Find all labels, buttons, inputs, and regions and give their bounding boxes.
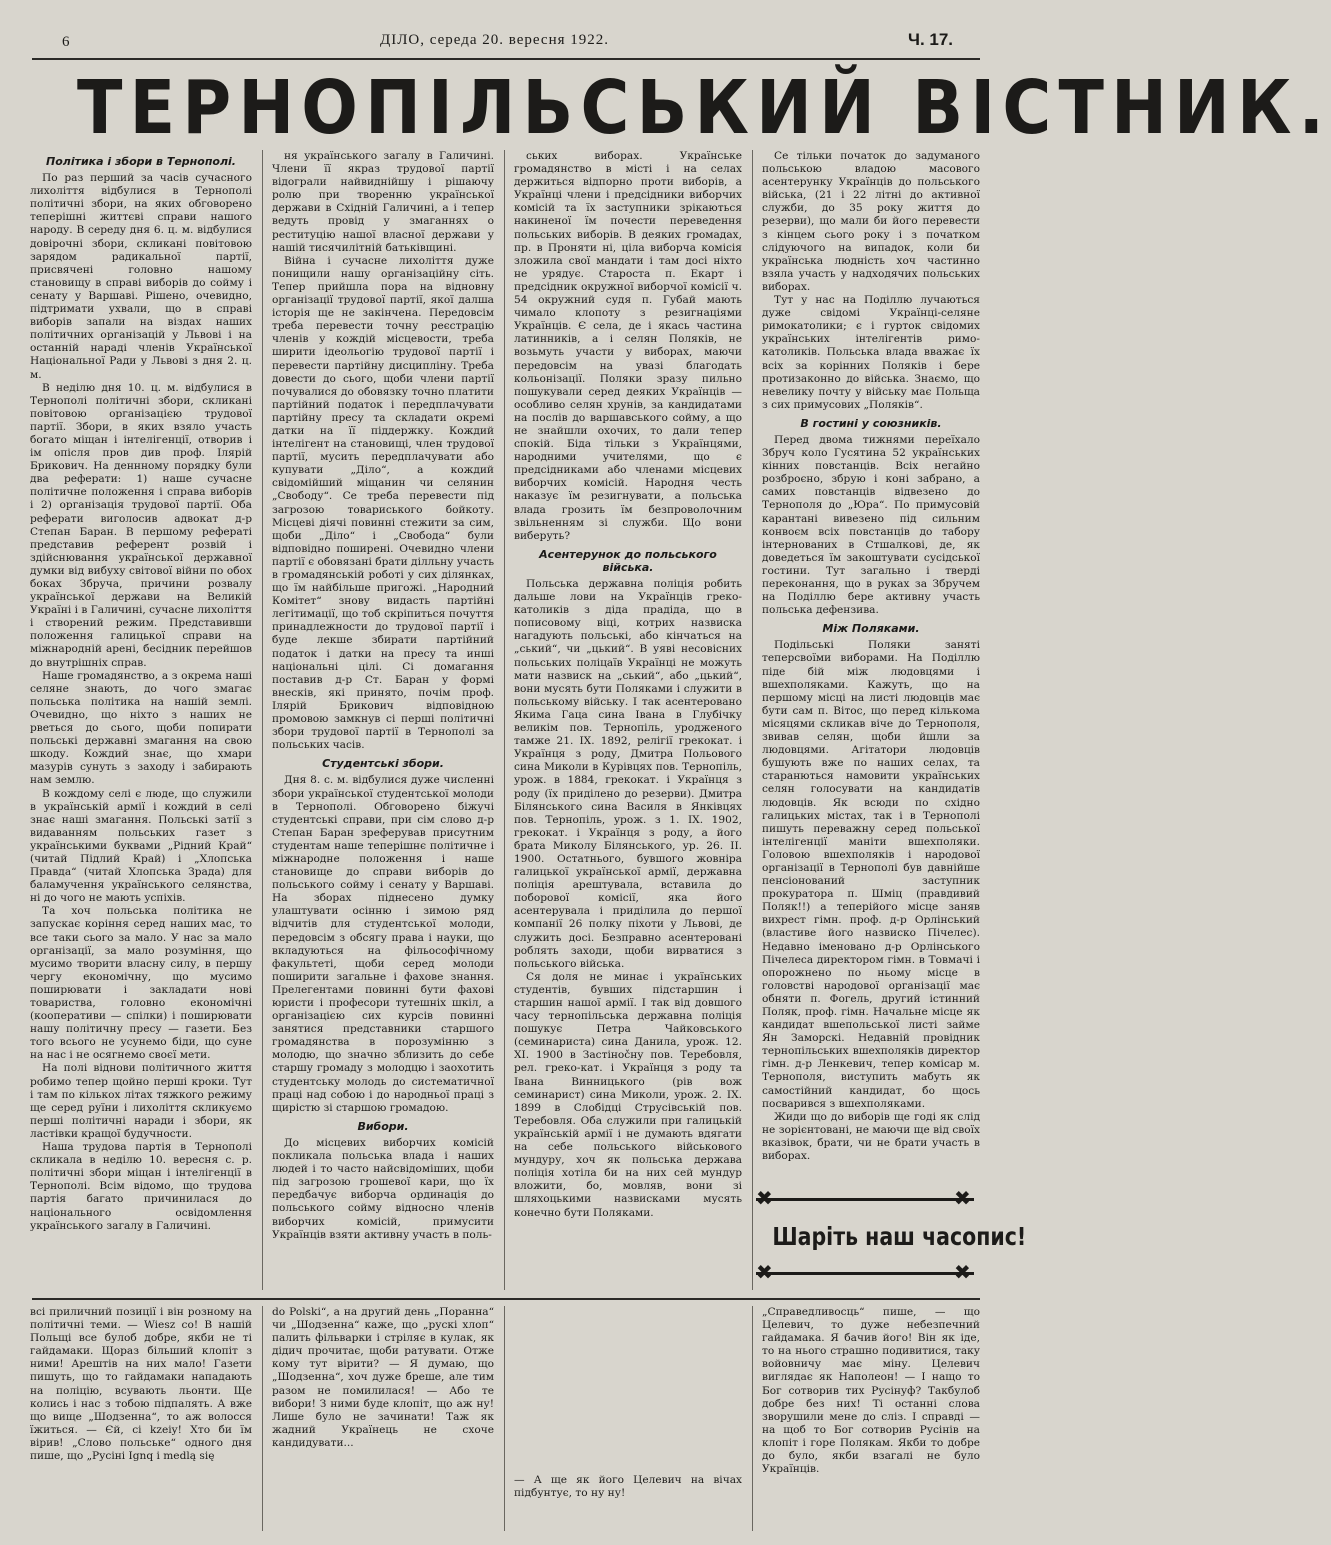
article-heading: Вибори.: [357, 1119, 409, 1133]
article-paragraph: Тут у нас на Поділлю лучаються дуже свідомі Українці-селяне римокатолики; є і гурток свідомих українських інтелігентів римо-католиків. Польська влада вважає їх всіх за корінних Поляків і бере протизаконно до війська. Знаємо, що невелику почту у війську має Польща з сих примусових „Поляків“.: [762, 294, 980, 411]
page-number: 6: [62, 34, 70, 50]
column-divider: [752, 1306, 753, 1531]
article-heading: Між Поляками.: [822, 622, 920, 636]
column-3: [514, 150, 742, 1290]
slogan-text: Шаріть наш часопис!: [772, 1222, 1027, 1251]
column-divider: [504, 1306, 505, 1531]
article-heading: Політика і збори в Тернополі.: [46, 155, 236, 168]
bottom-feuilleton: [30, 1306, 980, 1536]
article-paragraph: ських виборах. Українське громадянство в місті і на селах держиться відпорно проти виборів, а Українці члени і предсідники виборчих комісій та їх заступники зрікаються накиненої їм почести переведення польських виборів. В деяких громадах, пр. в Проняти ні, ціла виборча комісія зложила свої мандати і там досі ніхто не урядує. Староста п. Екарт і предсідник окружної виборчої комісії ч. 54 окружний судя п. Губай мають чимало клопоту з резигнаціями Українців. Є села, де і якась частина латинників, а і селян Поляків, не возьмуть участи у виборах, маючи передовсім на увазі благодать кольонізації. Поляки зразу пильно пошукували серед деяких Українців — особливо селян хрунів, за кандидатами на послів до варшавського сойму, а що не знайшли охочих, то дали тепер спокій. Біда тільки з Українцями, народними учителями, що є предсідниками або членами місцевих виборчих комісій. Народня честь наказує їм резигнувати, а польська влада грозить їм безпроволочним звільненням зі служби. Що вони виберуть?: [514, 150, 742, 542]
bottom-column-2: do Polski“, а на другий день „Поранна“ чи „Шодзенна“ каже, що „рускі хлоп“ палить фільварки і стріляє в кулак, як дідич прочитає, щоби ратувати. Отже кому тут вірити? — Я думаю, що „Шодзенна“, хоч дуже бреше, але тим разом не помилилася! — Або те вибори! З ними буде клопіт, що аж ну! Лише було не зачинати! Таж як жадний Українець не схоче кандидувати...: [272, 1306, 494, 1449]
column-1: [30, 150, 252, 1290]
article-paragraph: По раз перший за часів сучасного лихоліття відбулися в Тернополі політичні збори, на яких обговорено теперішні життєві справи нашого народу. В середу дня 6. ц. м. відбулися довірочні збори, скликані повітовою зарядом радикальної партії, присвячені головно нашому становищу в справі виборів до сойму і сенату у Варшаві. Рішено, очевидно, підтримати ухвали, що в справі виборів запали на віздах наших політичних організацій у Львові і на останній нараді членів Української Національної Ради у Львові з дня 2. ц. м.: [30, 172, 252, 381]
bottom-column-3: — А ще як його Целевич на вічах підбунтує, то ну ну!: [514, 1474, 742, 1500]
article-paragraph: ня українського загалу в Галичині. Члени її якраз трудової партії відограли найвиднійшу і рішаючу ролю при творенню української держави в Східній Галичині, а і тепер ведуть провід у змаганнях о реституцію нашої власної держави у нашій тисячилітній батьківщині.: [272, 150, 494, 254]
column-divider: [752, 150, 753, 1290]
article-paragraph: На полі віднови політичного життя робимо тепер щойно перші кроки. Тут і там по кількох літах тяжкого режиму ще серед руїни і лихоліття скликуємо перші політичні наради і збори, як ластівки кращої будучности.: [30, 1062, 252, 1140]
slogan-bottom-bar: [756, 1272, 974, 1275]
article-paragraph: В кождому селі є люде, що служили в українській армії і кождий в селі знає наші змагання. Польські затії з видаванням польських газет з українськими буквами „Рідний Край“ (читай Підлий Край) і „Хлопська Правда“ (читай Хлопська Зрада) для баламучення українського селянства, ні до чого не мають успіхів.: [30, 787, 252, 905]
cross-ornament-icon: ✖: [756, 1260, 773, 1284]
article-heading: В гостині у союзників.: [800, 416, 942, 430]
cross-ornament-icon: ✖: [954, 1186, 971, 1210]
article-paragraph: Ся доля не минає і українських студентів, бувших підстаршин і старшин нашої армії. І так від довшого часу тернопільська державна поліція пошукує Петра Чайковського (семинариста) сина Данила, урож. 12. XI. 1900 в Застінočну пов. Теребовля, рел. греко-кат. і Українця з роду та Івана Винницького (рів вож семинарист) сина Миколи, урож. 2. IX. 1899 в Слобідці Струсівській пов. Теребовля. Оба служили при галицькій українській армії і не думають вдягати на себе польського військового мундуру, хоч як польська держава поліція хотіла би на них сей мундур вложити, бо, мовляв, вони зі шляхоцькими назвисками мусять конечно бути Поляками.: [514, 970, 742, 1219]
column-divider: [504, 150, 505, 1290]
article-paragraph: Дня 8. с. м. відбулися дуже численні збори української студентської молоди в Тернополі. Обговорено біжучі студентські справи, при сім слово д-р Степан Баран зреферував присутним студентам наше теперішнє політичне і міжнародне положення і наше становище до справи виборів до польського сойму і сенату у Варшаві. На зборах піднесено думку улаштувати осінню і зимою ряд відчитів для студентської молоди, передовсім з обсягу права і науки, що вкладуються на фільософічному факультеті, щоби серед молоди поширити загальне і фахове знання. Прелегентами повинні бути фахові юристи і професори тутешніх шкіл, а організацією сих курсів повинні занятися представники старшого громадянства в порозумінню з молодю, що значно зблизить до себе старшу громаду з молодцю і заохотить студентську молодь до систематичної праці над собою і до народньої праці з щирістю зі старшою громадою.: [272, 774, 494, 1114]
main-columns: [30, 150, 1027, 1290]
bottom-section-rule: [32, 1298, 980, 1300]
slogan-box: [752, 1186, 1027, 1288]
article-paragraph: До місцевих виборчих комісій покликала польська влада і наших людей і то часто найсвідоміших, щоби під загрозою грошевої кари, що їх передбачує виборча ординація до польського сойму відносно членів виборчих комісій, примусити Українців взяти активну участь в поль-: [272, 1136, 494, 1241]
article-paragraph: Наше громадянство, а з окрема наші селяне знають, до чого змагає польська політика на нашій землі. Очевидно, що ніхто з наших не рветься до сього, щоби попирати польські державні змагання на свою шкоду. Кождий знає, що хмари мазурів сунуть з заходу і забирають нам землю.: [30, 669, 252, 787]
article-paragraph: Жиди що до виборів ще годі як слід не зорієнтовані, не маючи ще від своїх вказівок, брати, чи не брати участь в виборах.: [762, 1110, 980, 1163]
header-rule: [32, 58, 980, 60]
article-paragraph: Польська державна поліція робить дальше лови на Українців греко-католиків з діда прадіда, що в пописовому віці, котрих назвиска нагадують польські, або кінчаться на „ський“, чи „цький“. В уяві несовісних польських поліцаїв Українці не можуть мати назвиск на „ський“, або „цький“, вони мусять бути Поляками і служити в польському війську. І так асентеровано Якима Гаца сина Івана в Глубічку великім пов. Тернопіль, уродженого тамже 21. IX. 1892, релігії грекокат. і Українця з роду, Дмитра Польового сина Миколи в Курівцях пов. Тернопіль, урож. в 1884, грекокат. і Українця з роду (їх приділено до резерви). Дмитра Білянського сина Василя в Янківцях пов. Тернопіль, урож. з 1. IX. 1902, грекокат. і Українця з роду, а його брата Миколу Білянського, ур. 26. II. 1900. Остатнього, бувшого жовніра галицької української армії, державна поліція арештувала, вставила до поборової комісії, яка його асентерувала і приділила до першої компанії 26 полку піхоти у Львові, де служить досі. Безправно асентеровані роблять заходи, щоби вирватися з польського війська.: [514, 578, 742, 970]
article-paragraph: Війна і сучасне лихоліття дуже понищили нашу організаційну сіть. Тепер прийшла пора на відновну організації трудової партії, якої далша історія ще не закінчена. Передовсім треба перевести точну реєстрацію членів у кождій місцевости, треба ширити ідеольогію трудової партії і перевести партійну дисципліну. Треба довести до сього, щоби члени партії почувалися до обовязку точно платити партійний податок і передплачувати партійну пресу та складати окремі датки на її піддержку. Кождий інтелігент на становищі, член трудової партії, мусить передплачувати або купувати „Діло“, а кождий свідомійший міщанин чи селянин „Свободу“. Се треба перевести під загрозою товариського бойкоту. Місцеві діячі повинні стежити за сим, щоби „Діло“ і „Свобода“ були відповідно поширені. Очевидно члени партії є обовязані брати ділльну участь в громадянській роботі у сих ділянках, що їм найбільше пригожі. „Народний Комітет“ знову видасть партійні легітимації, що тоб скріпиться почуття принадлежности до трудової партії і буде лекше збирати партійний податок і датки на пресу та инші національні цілі. Сі домагання поставив д-р Ст. Баран у формі внесків, які принято, почім проф. Ілярій Брикович відповідною промовою замкнув сі перші політичні збори трудової партії в Тернополі за польських часів.: [272, 254, 494, 752]
article-paragraph: В неділю дня 10. ц. м. відбулися в Тернополі політичні збори, скликані повітовою організацією трудової партії. Збори, в яких взяло участь богато міщан і інтелігенції, отворив і ім опісля пров див проф. Ілярій Брикович. На деннному порядку були два реферати: 1) наше сучасне політичне положення і справа виборів і 2) організація трудової партії. Оба реферати виголосив адвокат д-р Степан Баран. В першому рефераті представив референт розвій і здійснювання української державної думки від вибуху світової війни по обох боках Збруча, причини розвалу української держави на Великій Україні і в Галичині, сучасне лихоліття і створений режим. Представивши положення галицької справи на міжнародній арені, бесідник перейшов до внутрішніх справ.: [30, 381, 252, 669]
article-paragraph: Наша трудова партія в Тернополі скликала в неділю 10. вересня с. р. політичні збори міщан і інтелігенції в Тернополі. Всім відомо, що трудова партія багато причинилася до національного освідомлення українського загалу в Галичині.: [30, 1141, 252, 1232]
cross-ornament-icon: ✖: [756, 1186, 773, 1210]
slogan-top-bar: [756, 1198, 974, 1201]
column-divider: [262, 1306, 263, 1531]
article-paragraph: Се тільки початок до задуманого польською владою масового асентерунку Українців до польського війська, (21 і 22 літні до активної служби, до 35 року життя до резерви), що мали би його перевести з кінцем сього року і з початком слідуючого на випадок, коли би українська людність хоч частинно взяла участь у надходячих польських виборах.: [762, 150, 980, 293]
bottom-column-4: „Справедливосць“ пише, — що Целевич, то дуже небезпечний гайдамака. Я бачив його! Він як іде, то на нього страшно подивитися, таку войовничу має міну. Целевич виглядає як Наполеон! — І нащо то Бог сотворив тих Русінуф? Такбулоб добре без них! Ті останні слова зворушили мене до сліз. І справді — на щоб то Бог сотворив Русінів на клопіт і горе Полякам. Якби то добре до було, якби взагалі не було Українців.: [762, 1306, 980, 1476]
column-2: [272, 150, 494, 1290]
article-paragraph: Та хоч польська політика не запускає коріння серед наших мас, то все таки сього за мало. У нас за мало організації, за мало розуміння, що мусимо творити власну силу, в першу чергу економічну, що мусимо поширювати і закладати нові товариства, головно економічні (кооперативи — спілки) і поширювати нашу політичну пресу — газети. Без того всього не усунемо біди, що суне на нас і не осягнемо своєї мети.: [30, 905, 252, 1062]
article-paragraph: Перед двома тижнями переїхало Збруч коло Гусятина 52 українських кінних повстанців. Всіх негайно розброєно, збрую і коні забрано, а самих повстанців відвезено до Тернополя до „Юра“. По примусовій карантані вивезено під сильним конвоєм всіх повстанців до табору інтернованих в Стшалкові, де, як доведеться їм закоштувати сусідської гостини. Тут загально і тверді переконання, що в руках за Збручем на Поділлю бере активну участь польська дефензива.: [762, 433, 980, 617]
bottom-column-1: всі приличний позиції і він розному на політичні теми. — Wiesz co! В нашій Польщі все булоб добре, якби не ті гайдамаки. Щораз більший клопіт з ними! Арештів на них мало! Газети пишуть, що то гайдамаки нападають на поліцію, всувають льонти. Ще колись і нас з тобою підпалять. А вже що вище „Шодзенна“, то аж волосся їжиться. — Єй, ci kzeiy! Хто би їм вірив! „Слово польське“ одного дня пише, що „Русіні Ignq і medlą się: [30, 1306, 252, 1463]
section-masthead: ТЕРНОПІЛЬСЬКИЙ ВІСТНИК.: [77, 65, 1331, 151]
article-heading: Студентські збори.: [322, 757, 444, 771]
issue-line: ДІЛО, середа 20. вересня 1922.: [380, 32, 609, 48]
page-header: [0, 30, 1000, 56]
column-divider: [262, 150, 263, 1290]
column-4: [762, 150, 1027, 1290]
part-number: Ч. 17.: [908, 30, 954, 49]
article-heading: Асентерунок до польського війська.: [539, 547, 717, 574]
cross-ornament-icon: ✖: [954, 1260, 971, 1284]
article-paragraph: Подільські Поляки заняті теперсвоїми виборами. На Поділлю піде бій між людовцями і вшехполяками. Кажуть, що на першому місці на листі людовців має бути сам п. Вітос, що перед кількома місяцями скликав віче до Тернополя, звивав селян, щоби йшли за людовцями. Агітатори людовців бушують вже по наших селах, та старанються намовити українських селян голосувати на кандидатів людовців. Як всюди по східно галицьких містах, так і в Тернополі пишуть переважну серед польської інтелігенції маніти вшехполяки. Головою вшехполяків і народової організації в Тернополі був давнійше пенсіонований заступник прокуратора п. Шміц (правдивий Поляк!!) а теперійого місце заняв вихрест гімн. проф. д-р Орлінський (властиве його назвиско Пічелес). Недавно іменовано д-р Орлінського Пічелеса директором гімн. в Товмачі і опорожнено по ньому місце в головстві народової організації має обняти п. Фогель, другий істинний Поляк, проф. гімн. Начальне місце як кандидат вшепольської листі займе Ян Заморскі. Недавній провідник тернопільських вшехполяків директор гімн. д-р Ленкевич, тепер комісар м. Тернополя, виступить мабуть як самостійний кандидат, бо щось посварився з вшехполяками.: [762, 639, 980, 1110]
